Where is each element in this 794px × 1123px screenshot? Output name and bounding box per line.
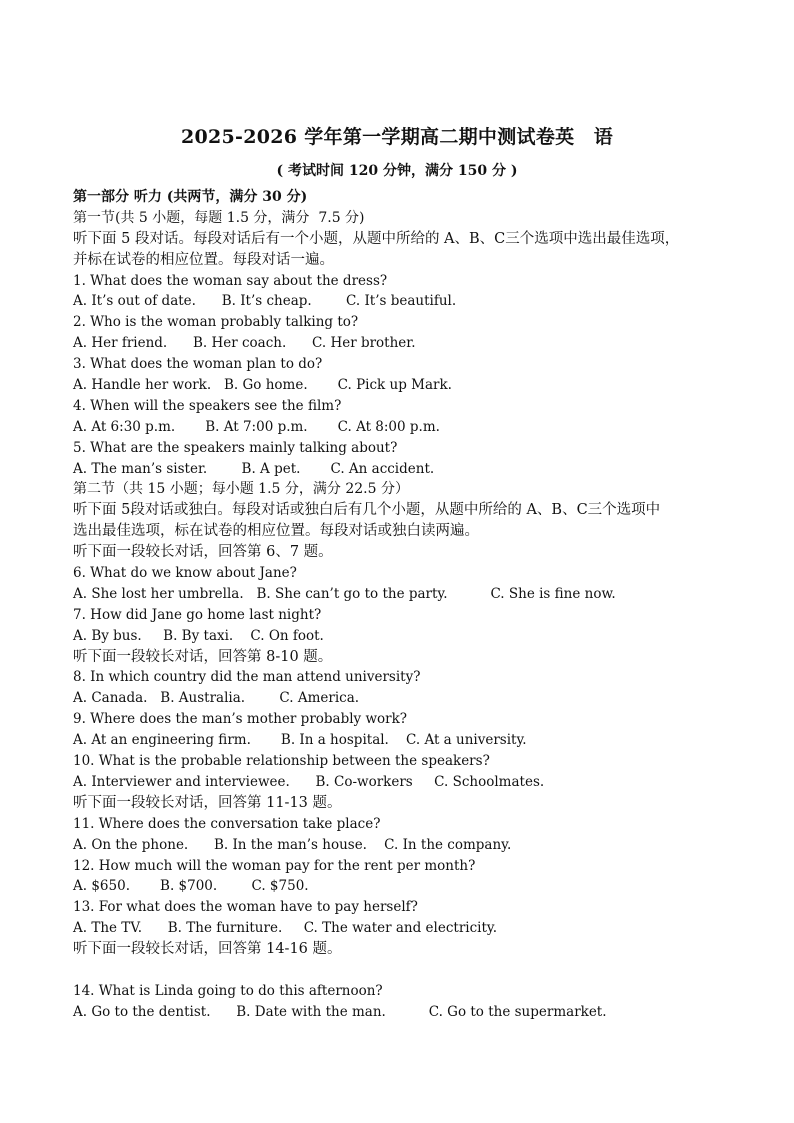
options-9: A. At an engineering firm. B. In a hospital. C. At a university. <box>73 732 527 749</box>
options-11: A. On the phone. B. In the man’s house. C. In the company. <box>73 836 512 853</box>
options-14: A. Go to the dentist. B. Date with the man. C. Go to the supermarket. <box>73 1003 607 1020</box>
options-5: A. The man’s sister. B. A pet. C. An accident. <box>73 460 435 477</box>
section1-instruction-line1: 听下面 5 段对话。每段对话后有一个小题，从题中所给的 A、B、C三个选项中选出最佳选项， <box>73 230 680 247</box>
question-7: 7. How did Jane go home last night? <box>73 606 322 623</box>
options-7: A. By bus. B. By taxi. C. On foot. <box>73 627 324 644</box>
options-12: A. $650. B. $700. C. $750. <box>73 878 309 895</box>
question-8: 8. In which country did the man attend university? <box>73 669 421 686</box>
part1-heading: 第一部分 听力 (共两节，满分 30 分) <box>73 189 308 205</box>
question-6: 6. What do we know about Jane? <box>73 565 297 582</box>
options-13: A. The TV. B. The furniture. C. The water and electricity. <box>73 920 498 937</box>
exam-content <box>73 187 723 1023</box>
group-instruction-6-7: 听下面一段较长对话，回答第 6、7 题。 <box>73 544 333 561</box>
options-10: A. Interviewer and interviewee. B. Co-workers C. Schoolmates. <box>73 773 545 790</box>
question-11: 11. Where does the conversation take place? <box>73 815 381 832</box>
question-1: 1. What does the woman say about the dress? <box>73 272 388 289</box>
section2-instruction-line2: 选出最佳选项，标在试卷的相应位置。每段对话或独白读两遍。 <box>73 523 479 540</box>
group-instruction-14-16: 听下面一段较长对话，回答第 14-16 题。 <box>73 941 342 958</box>
question-12: 12. How much will the woman pay for the rent per month? <box>73 857 476 874</box>
section1-instruction-line2: 并标在试卷的相应位置。每段对话一遍。 <box>73 251 334 268</box>
section1-heading: 第一节(共 5 小题，每题 1.5 分，满分 7.5 分) <box>73 209 365 226</box>
blank-spacer <box>73 960 723 981</box>
options-8: A. Canada. B. Australia. C. America. <box>73 690 360 707</box>
section2-heading: 第二节（共 15 小题；每小题 1.5 分，满分 22.5 分） <box>73 481 409 498</box>
question-2: 2. Who is the woman probably talking to? <box>73 314 359 331</box>
exam-title: 2025-2026 学年第一学期高二期中测试卷英 语 <box>180 126 614 148</box>
question-13: 13. For what does the woman have to pay herself? <box>73 899 418 916</box>
options-2: A. Her friend. B. Her coach. C. Her brother. <box>73 335 416 352</box>
group-instruction-8-10: 听下面一段较长对话，回答第 8-10 题。 <box>73 648 333 665</box>
exam-subtitle: ( 考试时间 120 分钟，满分 150 分 ) <box>276 163 518 179</box>
options-6: A. She lost her umbrella. B. She can’t go to the party. C. She is fine now. <box>73 585 616 602</box>
question-4: 4. When will the speakers see the film? <box>73 397 342 414</box>
question-10: 10. What is the probable relationship between the speakers? <box>73 753 490 770</box>
question-3: 3. What does the woman plan to do? <box>73 356 323 373</box>
question-14: 14. What is Linda going to do this afternoon? <box>73 982 383 999</box>
group-instruction-11-13: 听下面一段较长对话，回答第 11-13 题。 <box>73 794 342 811</box>
options-1: A. It’s out of date. B. It’s cheap. C. It’s beautiful. <box>73 293 457 310</box>
section2-instruction-line1: 听下面 5段对话或独白。每段对话或独白后有几个小题，从题中所给的 A、B、C三个选项中 <box>73 502 661 519</box>
options-3: A. Handle her work. B. Go home. C. Pick up Mark. <box>73 377 452 394</box>
question-5: 5. What are the speakers mainly talking about? <box>73 439 398 456</box>
question-9: 9. Where does the man’s mother probably work? <box>73 711 408 728</box>
options-4: A. At 6:30 p.m. B. At 7:00 p.m. C. At 8:00 p.m. <box>73 418 440 435</box>
